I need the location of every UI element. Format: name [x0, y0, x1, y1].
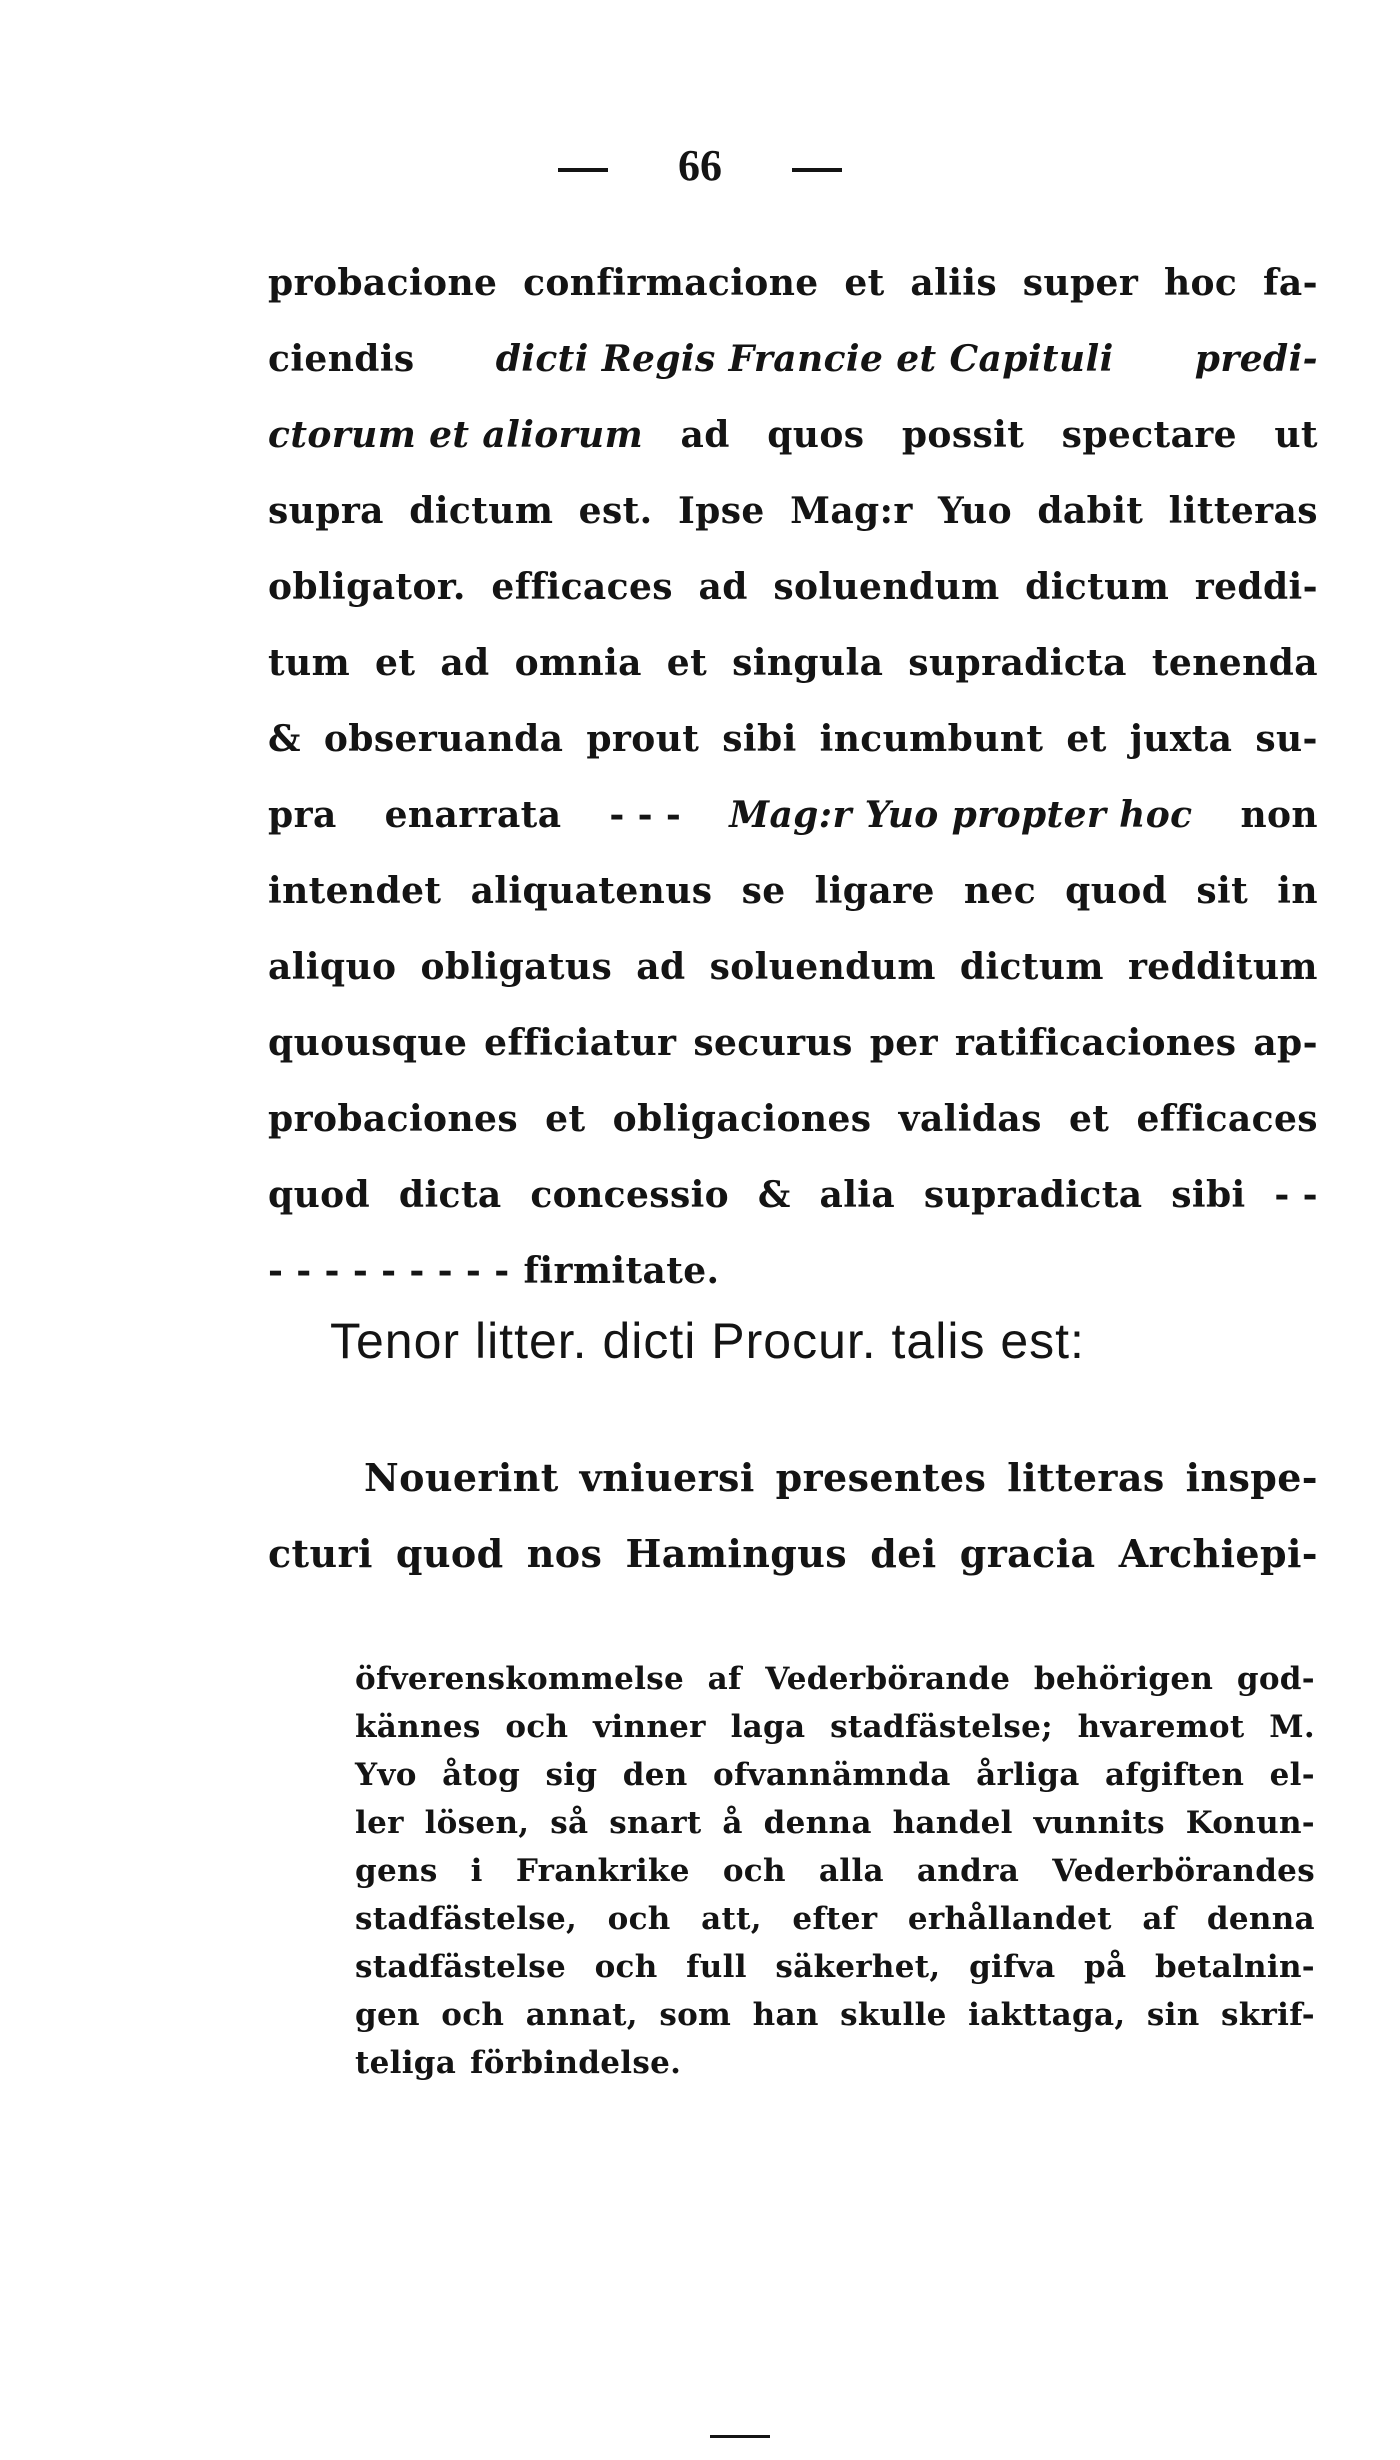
word: behörigen	[1033, 1661, 1214, 1697]
word: presentes	[775, 1455, 987, 1500]
word: quod	[395, 1531, 504, 1576]
word: se	[741, 870, 786, 912]
word: gracia	[959, 1531, 1096, 1576]
word: efficiatur	[484, 1022, 677, 1064]
word: obseruanda	[323, 718, 564, 760]
word: i	[470, 1853, 483, 1889]
word: probaciones	[268, 1098, 519, 1140]
word: å	[722, 1805, 743, 1841]
word: andra	[916, 1853, 1020, 1889]
word: cturi	[268, 1531, 373, 1576]
word: annat,	[525, 1997, 638, 2033]
word: spectare	[1061, 414, 1237, 456]
word: och	[441, 1997, 505, 2033]
word: ap-	[1253, 1022, 1318, 1064]
text-line	[268, 321, 1318, 397]
word: Vederbörandes	[1052, 1853, 1315, 1889]
word: nec	[963, 870, 1037, 912]
word: denna	[1206, 1901, 1315, 1937]
word: teliga	[355, 2045, 457, 2081]
word: och	[607, 1901, 671, 1937]
word: Archiepi-	[1118, 1531, 1318, 1576]
text-line	[268, 701, 1318, 777]
text-line	[268, 1516, 1318, 1592]
word: sibi	[1171, 1174, 1246, 1216]
word: redditum	[1127, 946, 1318, 988]
word: laga	[730, 1709, 806, 1745]
word: aliis	[910, 262, 998, 304]
word: dicta	[398, 1174, 502, 1216]
text-line	[355, 2039, 1315, 2087]
word: supradicta	[923, 1174, 1143, 1216]
word: Ipse	[677, 490, 765, 532]
word: supradicta	[908, 642, 1127, 684]
footer-rule	[710, 2435, 770, 2438]
word: han	[752, 1997, 819, 2033]
text-line	[268, 929, 1318, 1005]
word: aliquo	[268, 946, 397, 988]
text-line	[355, 1703, 1315, 1751]
word: årliga	[976, 1757, 1080, 1793]
word: god-	[1236, 1661, 1315, 1697]
word: hoc	[1163, 262, 1238, 304]
word: et	[1066, 718, 1107, 760]
word: stadfästelse	[355, 1949, 567, 1985]
word: iakttaga,	[968, 1997, 1126, 2033]
word: Yuo	[938, 490, 1012, 532]
word: possit	[901, 414, 1025, 456]
text-line	[268, 1005, 1318, 1081]
text-line	[355, 1895, 1315, 1943]
word: och	[505, 1709, 569, 1745]
word: ler	[355, 1805, 404, 1841]
word: non	[1240, 794, 1318, 836]
text-line	[355, 1847, 1315, 1895]
word: dabit	[1037, 490, 1144, 532]
text-line	[355, 1943, 1315, 1991]
page-number	[0, 140, 1400, 191]
word: soluendum	[709, 946, 936, 988]
word: af	[1142, 1901, 1177, 1937]
word: quos	[767, 414, 865, 456]
word: dictum	[409, 490, 554, 532]
text-line	[268, 473, 1318, 549]
word: ciendis	[268, 338, 415, 380]
word: Mag:r	[790, 490, 913, 532]
word: så	[550, 1805, 589, 1841]
word: et	[844, 262, 885, 304]
word: hvaremot	[1077, 1709, 1245, 1745]
word: ofvannämnda	[712, 1757, 951, 1793]
word: est.	[578, 490, 653, 532]
word: concessio	[530, 1174, 730, 1216]
word: tenenda	[1151, 642, 1318, 684]
text-line	[268, 1233, 1318, 1309]
text-line	[268, 1440, 1318, 1516]
word: - - - - - - - - -	[268, 1250, 510, 1292]
word: securus	[693, 1022, 853, 1064]
word: ctorum et aliorum	[268, 414, 644, 456]
word: stadfästelse,	[355, 1901, 578, 1937]
word: et	[375, 642, 416, 684]
word: &	[757, 1174, 791, 1216]
word: efficaces	[491, 566, 673, 608]
word: afgiften	[1105, 1757, 1245, 1793]
word: firmitate.	[523, 1250, 720, 1292]
word: den	[622, 1757, 688, 1793]
word: Frankrike	[515, 1853, 690, 1889]
word: M.	[1269, 1709, 1315, 1745]
word: förbindelse.	[470, 2045, 682, 2081]
word: obligator.	[268, 566, 466, 608]
word: - -	[1274, 1174, 1318, 1216]
word: quousque	[268, 1022, 468, 1064]
word: in	[1277, 870, 1318, 912]
word: incumbunt	[819, 718, 1044, 760]
word: sit	[1196, 870, 1249, 912]
word: Yvo	[355, 1757, 417, 1793]
word: litteras	[1007, 1455, 1165, 1500]
word: alia	[819, 1174, 896, 1216]
text-line	[268, 549, 1318, 625]
word: probacione	[268, 262, 498, 304]
word: lösen,	[424, 1805, 530, 1841]
right-dash-ornament	[792, 168, 842, 172]
word: su-	[1255, 718, 1318, 760]
word: säkerhet,	[775, 1949, 941, 1985]
word: litteras	[1168, 490, 1318, 532]
word: pra	[268, 794, 337, 836]
word: på	[1084, 1949, 1127, 1985]
page-number-label: 66	[678, 141, 722, 190]
word: Konun-	[1185, 1805, 1315, 1841]
word: ut	[1274, 414, 1318, 456]
word: dictum	[1025, 566, 1170, 608]
word: ad	[698, 566, 748, 608]
word: - - -	[609, 794, 682, 836]
word: sig	[545, 1757, 598, 1793]
word: aliquatenus	[470, 870, 713, 912]
text-line	[355, 1799, 1315, 1847]
word: per	[869, 1022, 938, 1064]
word: ligare	[814, 870, 935, 912]
word: och	[594, 1949, 658, 1985]
quoted-document-opening	[268, 1440, 1318, 1592]
text-line	[268, 1157, 1318, 1233]
word: ad	[680, 414, 730, 456]
word: handel	[892, 1805, 1013, 1841]
word: kännes	[355, 1709, 481, 1745]
text-line	[268, 853, 1318, 929]
word: enarrata	[384, 794, 562, 836]
word: inspe-	[1185, 1455, 1318, 1500]
word: vunnits	[1033, 1805, 1165, 1841]
word: nos	[526, 1531, 603, 1576]
word: snart	[609, 1805, 702, 1841]
word: soluendum	[773, 566, 1000, 608]
text-line	[355, 1655, 1315, 1703]
word: vinner	[593, 1709, 706, 1745]
word: super	[1022, 262, 1139, 304]
word: dicti Regis Francie et Capituli	[495, 338, 1114, 380]
word: Mag:r Yuo propter hoc	[729, 794, 1193, 836]
word: gens	[355, 1853, 438, 1889]
word: Nouerint	[364, 1455, 559, 1500]
word: omnia	[514, 642, 642, 684]
word: obligaciones	[612, 1098, 872, 1140]
word: Vederbörande	[765, 1661, 1011, 1697]
word: alla	[818, 1853, 884, 1889]
text-line	[355, 1991, 1315, 2039]
word: reddi-	[1194, 566, 1318, 608]
latin-paragraph	[268, 245, 1318, 1309]
word: och	[722, 1853, 786, 1889]
word: åtog	[442, 1757, 521, 1793]
text-line	[355, 1751, 1315, 1799]
word: quod	[268, 1174, 371, 1216]
word: ad	[440, 642, 490, 684]
word: intendet	[268, 870, 442, 912]
word: skrif-	[1220, 1997, 1315, 2033]
word: sin	[1146, 1997, 1200, 2033]
word: quod	[1065, 870, 1168, 912]
text-line	[268, 625, 1318, 701]
word: fa-	[1262, 262, 1318, 304]
word: ratificaciones	[954, 1022, 1237, 1064]
word: som	[659, 1997, 732, 2033]
text-line	[268, 245, 1318, 321]
left-dash-ornament	[558, 168, 608, 172]
word: obligatus	[420, 946, 613, 988]
word: full	[686, 1949, 747, 1985]
word: singula	[732, 642, 884, 684]
word: tum	[268, 642, 351, 684]
word: dei	[870, 1531, 937, 1576]
word: supra	[268, 490, 384, 532]
word: af	[707, 1661, 742, 1697]
word: et	[545, 1098, 586, 1140]
section-heading: Tenor litter. dicti Procur. talis est:	[330, 1313, 1085, 1369]
word: gifva	[969, 1949, 1056, 1985]
word: Hamingus	[625, 1531, 848, 1576]
word: dictum	[959, 946, 1104, 988]
word: ad	[636, 946, 686, 988]
word: erhållandet	[907, 1901, 1112, 1937]
word: vniuersi	[579, 1455, 755, 1500]
word: stadfästelse;	[830, 1709, 1053, 1745]
word: skulle	[840, 1997, 947, 2033]
text-line	[268, 777, 1318, 853]
word: confirmacione	[523, 262, 819, 304]
word: &	[268, 718, 301, 760]
word: efter	[792, 1901, 878, 1937]
word: validas	[898, 1098, 1042, 1140]
word: betalnin-	[1154, 1949, 1315, 1985]
word: öfverenskommelse	[355, 1661, 685, 1697]
word: juxta	[1129, 718, 1233, 760]
swedish-footnote	[355, 1655, 1315, 2087]
word: et	[1068, 1098, 1110, 1140]
text-line	[268, 397, 1318, 473]
word: et	[666, 642, 708, 684]
word: att,	[701, 1901, 762, 1937]
word: gen	[355, 1997, 420, 2033]
text-line	[268, 1081, 1318, 1157]
word: sibi	[722, 718, 797, 760]
word: prout	[586, 718, 700, 760]
word: denna	[763, 1805, 872, 1841]
word: predi-	[1194, 338, 1318, 380]
word: el-	[1269, 1757, 1315, 1793]
word: efficaces	[1136, 1098, 1318, 1140]
